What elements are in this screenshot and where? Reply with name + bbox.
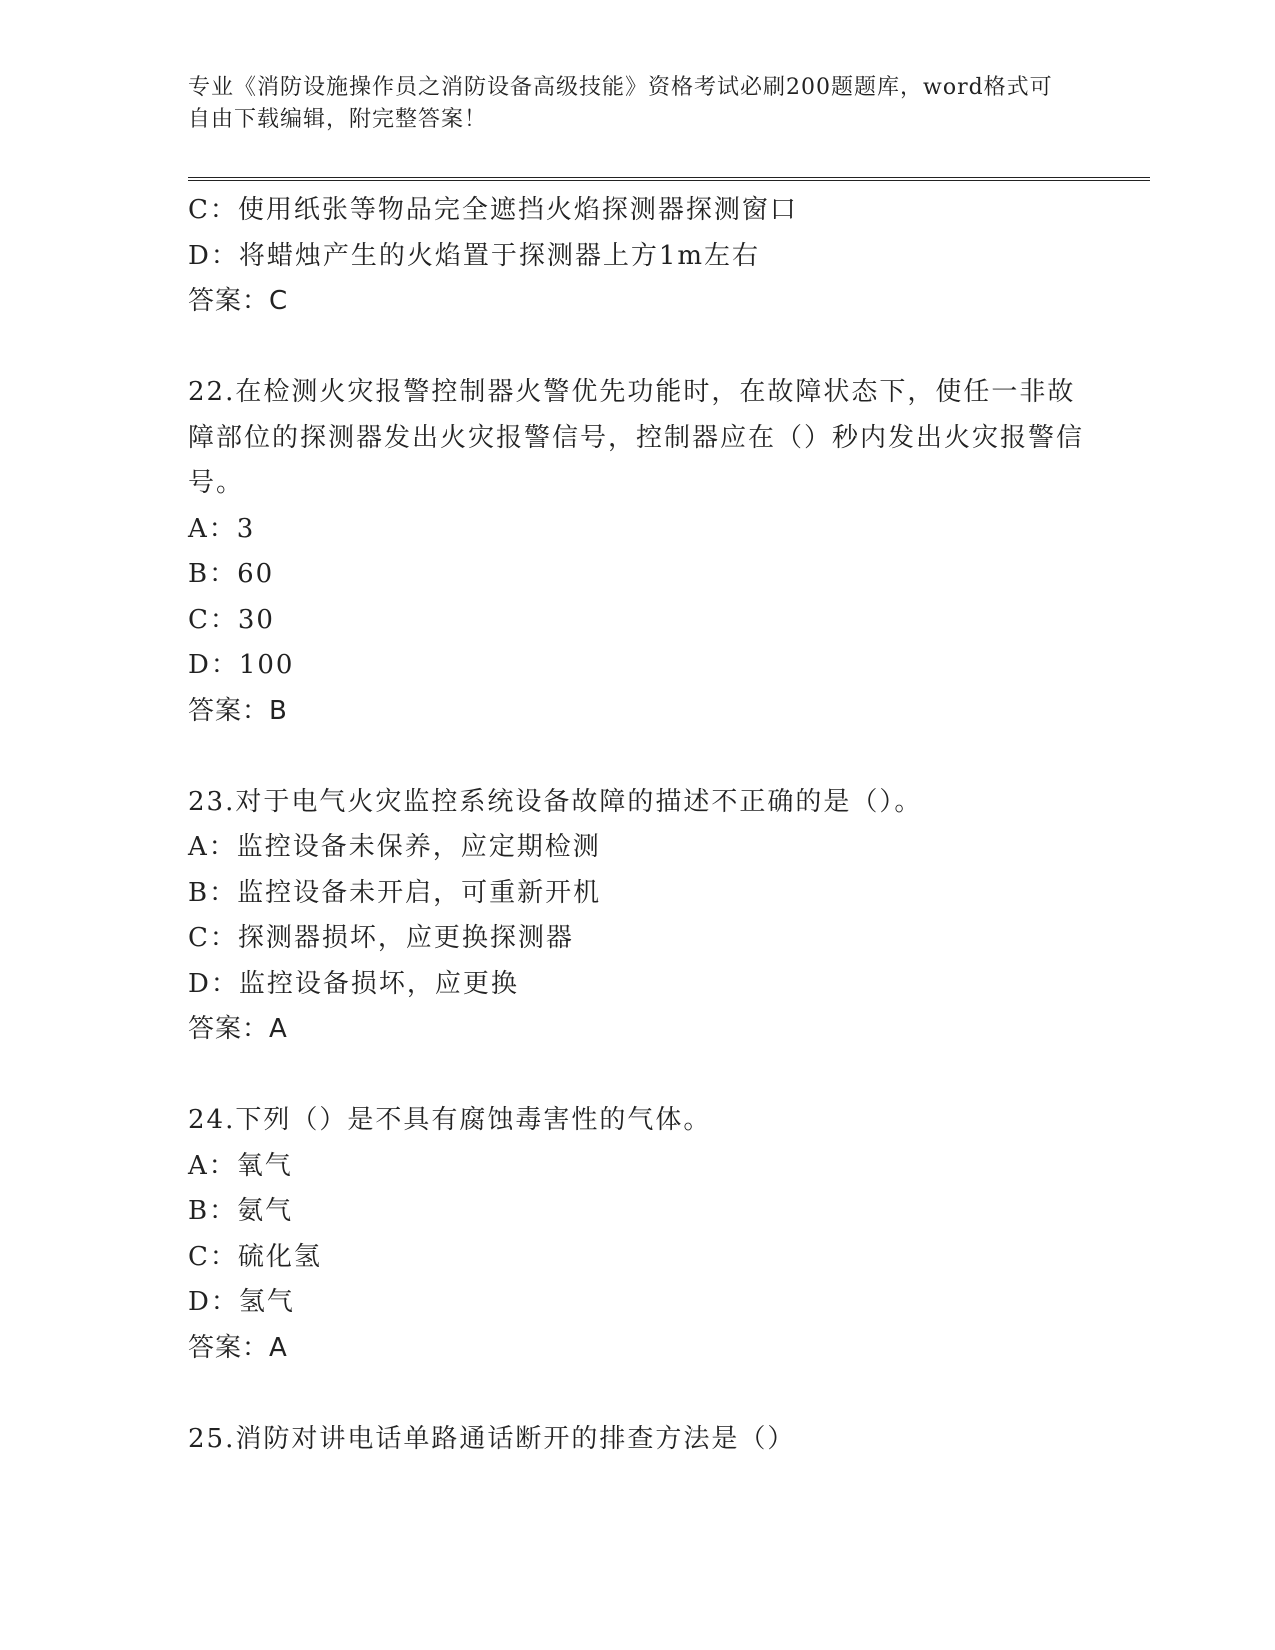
- spacer: [188, 734, 1088, 780]
- page-header-title: 专业《消防设施操作员之消防设备高级技能》资格考试必刷200题题库，word格式可自由下载编辑，附完整答案！: [188, 75, 1053, 132]
- header-divider: [188, 177, 1150, 181]
- option-d: D：氢气: [188, 1287, 295, 1317]
- question-stem-24: 24.下列（）是不具有腐蚀毒害性的气体。: [188, 1105, 712, 1135]
- option-d: D：将蜡烛产生的火焰置于探测器上方1m左右: [188, 240, 761, 271]
- option-d: D：100: [188, 650, 295, 680]
- option-c: C：探测器损坏，应更换探测器: [188, 923, 574, 953]
- question-stem-25: 25.消防对讲电话单路通话断开的排查方法是（）: [188, 1423, 796, 1454]
- option-b: B：氨气: [188, 1196, 294, 1226]
- answer-line: 答案：C: [188, 286, 289, 316]
- answer-line: 答案：A: [188, 1332, 288, 1363]
- option-b: B：60: [188, 559, 275, 589]
- option-a: A：3: [188, 513, 256, 544]
- spacer: [188, 325, 1088, 371]
- option-c: C：硫化氢: [188, 1241, 322, 1272]
- option-a: A：氧气: [188, 1150, 293, 1181]
- option-a: A：监控设备未保养，应定期检测: [188, 832, 601, 862]
- answer-line: 答案：A: [188, 1014, 288, 1044]
- spacer: [188, 1371, 1088, 1417]
- question-list: [188, 188, 1088, 1462]
- option-b: B：监控设备未开启，可重新开机: [188, 877, 602, 908]
- option-d: D：监控设备损坏，应更换: [188, 968, 519, 999]
- question-stem-23: 23.对于电气火灾监控系统设备故障的描述不正确的是（）。: [188, 786, 923, 817]
- answer-line: 答案：B: [188, 695, 288, 726]
- option-c: C：30: [188, 604, 275, 635]
- option-c: C：使用纸张等物品完全遮挡火焰探测器探测窗口: [188, 195, 798, 225]
- spacer: [188, 1053, 1088, 1099]
- question-stem-22: 22.在检测火灾报警控制器火警优先功能时，在故障状态下，使任一非故障部位的探测器发出火灾报警信号，控制器应在（）秒内发出火灾报警信号。: [188, 377, 1085, 498]
